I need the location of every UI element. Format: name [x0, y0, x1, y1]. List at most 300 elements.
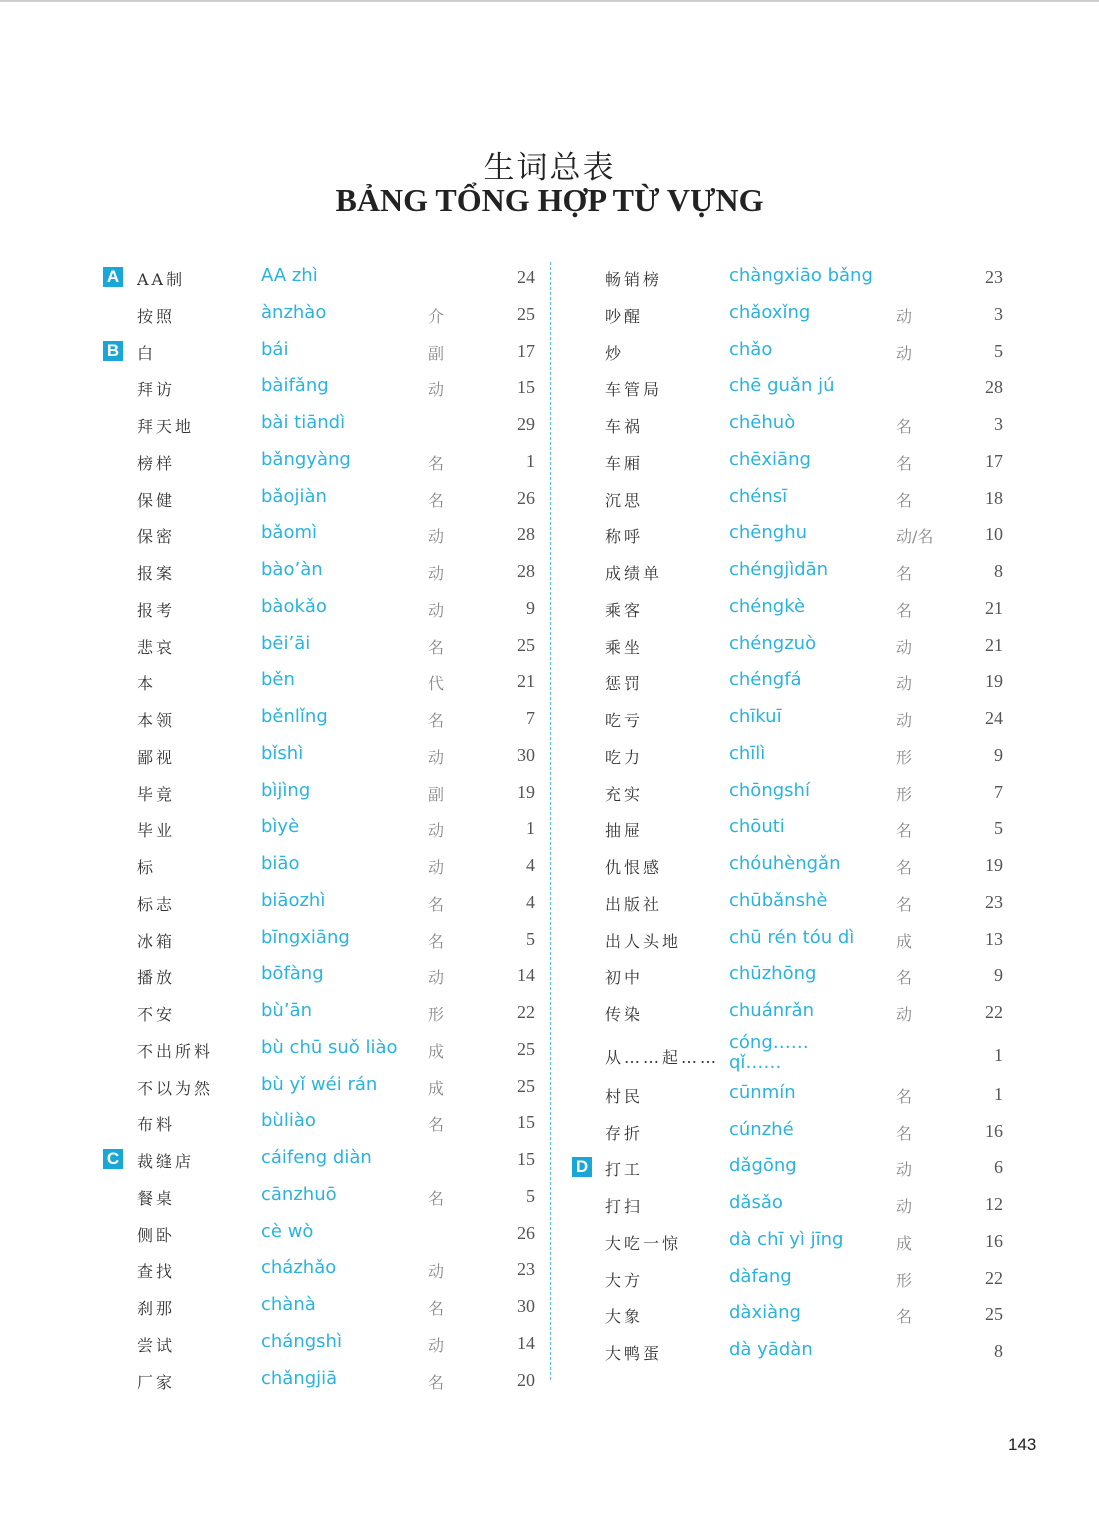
vocab-part-of-speech: 动 [428, 1262, 445, 1282]
vocab-lesson-number: 28 [517, 524, 535, 545]
vocab-pinyin: chōngshí [729, 779, 810, 801]
section-letter-badge: D [572, 1157, 592, 1177]
vocab-part-of-speech: 形 [428, 1005, 445, 1024]
vocab-lesson-number: 24 [517, 267, 535, 287]
vocab-pinyin: chū rén tóu dì [729, 926, 855, 948]
vocab-pinyin: bù’ān [261, 1000, 312, 1021]
vocab-pinyin: cūnmín [729, 1081, 796, 1103]
vocab-lesson-number: 26 [517, 1222, 535, 1243]
vocab-hanzi: 车厢 [605, 453, 644, 473]
vocab-entry [571, 1296, 1011, 1333]
vocab-part-of-speech: 动 [896, 1160, 913, 1180]
vocab-hanzi: 餐桌 [137, 1188, 176, 1208]
vocab-lesson-number: 28 [985, 377, 1003, 398]
vocab-pinyin: bōfàng [261, 963, 324, 985]
section-letter-badge: A [103, 267, 123, 287]
vocab-entry [571, 1113, 1011, 1150]
vocab-part-of-speech: 名 [428, 1115, 445, 1135]
vocab-part-of-speech: 名 [896, 1123, 913, 1143]
vocab-entry [103, 1251, 543, 1288]
vocab-lesson-number: 25 [985, 1304, 1003, 1325]
vocab-pinyin: bīngxiāng [261, 926, 350, 948]
vocab-lesson-number: 19 [985, 671, 1003, 692]
vocab-hanzi: 标志 [137, 894, 176, 914]
vocab-part-of-speech: 动 [428, 821, 445, 841]
vocab-entry [571, 1076, 1011, 1113]
vocab-pinyin: bàokǎo [261, 595, 327, 617]
vocab-entry [571, 516, 1011, 553]
vocab-hanzi: 毕业 [137, 821, 176, 841]
vocab-pinyin: dà chī yì jīng [729, 1228, 844, 1250]
vocab-part-of-speech: 名 [896, 490, 913, 510]
vocab-pinyin: bǎomì [261, 522, 318, 544]
vocab-entry [103, 516, 543, 553]
vocab-lesson-number: 4 [526, 855, 535, 875]
vocab-entry [571, 259, 1011, 296]
vocab-entry [571, 590, 1011, 627]
section-letter-badge: B [103, 341, 123, 361]
vocab-hanzi: 查找 [137, 1262, 176, 1282]
vocab-hanzi: 抽屉 [605, 821, 644, 841]
vocab-pinyin: bù chū suǒ liào [261, 1036, 398, 1058]
vocab-lesson-number: 15 [517, 1149, 535, 1169]
vocab-lesson-number: 3 [994, 303, 1003, 324]
vocab-pinyin: bùliào [261, 1110, 316, 1132]
vocab-entry [103, 590, 543, 627]
vocab-pinyin: cè wò [261, 1220, 314, 1242]
vocab-lesson-number: 14 [517, 1332, 535, 1353]
vocab-entry [571, 921, 1011, 958]
vocab-part-of-speech: 形 [896, 1270, 913, 1290]
vocab-lesson-number: 10 [985, 524, 1003, 545]
vocab-lesson-number: 19 [985, 855, 1003, 875]
vocab-lesson-number: 24 [985, 708, 1003, 728]
vocab-entry [103, 627, 543, 664]
vocab-lesson-number: 1 [526, 450, 535, 471]
vocab-entry [571, 1333, 1011, 1370]
vocab-entry [103, 333, 543, 370]
vocab-lesson-number: 7 [994, 781, 1003, 802]
vocab-part-of-speech: 成 [896, 931, 913, 951]
vocab-entry [103, 1068, 543, 1105]
vocab-part-of-speech: 动 [428, 380, 445, 400]
vocab-entry [571, 957, 1011, 994]
vocab-pinyin: bǐshì [261, 742, 304, 764]
vocab-hanzi: 不以为然 [137, 1078, 214, 1098]
vocab-pinyin: bái [261, 338, 289, 360]
vocab-entry [103, 1288, 543, 1325]
vocab-lesson-number: 22 [985, 1267, 1003, 1288]
vocab-lesson-number: 25 [517, 634, 535, 655]
vocab-lesson-number: 25 [517, 1038, 535, 1059]
vocab-pinyin: bìyè [261, 816, 300, 838]
vocab-hanzi: 从……起…… [605, 1047, 720, 1067]
vocab-pinyin: bìjìng [261, 779, 311, 801]
vocab-pinyin: dàfang [729, 1265, 792, 1287]
vocab-part-of-speech: 名 [896, 968, 913, 988]
vocab-hanzi: 本 [137, 674, 157, 694]
vocab-part-of-speech: 介 [428, 306, 445, 326]
vocab-hanzi: 初中 [605, 968, 644, 988]
vocab-pinyin: dǎsǎo [729, 1192, 783, 1213]
vocab-entry [571, 627, 1011, 664]
vocab-lesson-number: 7 [526, 708, 535, 728]
vocab-part-of-speech: 动 [896, 1197, 913, 1216]
vocab-lesson-number: 9 [526, 597, 535, 618]
vocab-part-of-speech: 名 [428, 453, 445, 473]
vocab-hanzi: 冰箱 [137, 931, 176, 951]
vocab-lesson-number: 1 [994, 1083, 1003, 1104]
vocab-lesson-number: 1 [994, 1044, 1003, 1065]
vocab-pinyin: cáifeng diàn [261, 1147, 372, 1168]
vocab-hanzi: 按照 [137, 306, 176, 326]
vocab-hanzi: 悲哀 [137, 637, 176, 657]
vocab-lesson-number: 21 [985, 634, 1003, 655]
vocab-pinyin: biāo [261, 853, 300, 874]
column-divider [550, 262, 551, 1380]
vocab-hanzi: 车管局 [605, 380, 663, 400]
vocab-entry [103, 369, 543, 406]
vocab-entry [103, 957, 543, 994]
vocab-pinyin: bù yǐ wéi rán [261, 1073, 378, 1095]
vocab-hanzi: 村民 [605, 1086, 644, 1106]
vocab-entry [571, 994, 1011, 1031]
vocab-entry [571, 810, 1011, 847]
vocab-hanzi: 播放 [137, 968, 176, 988]
vocab-lesson-number: 5 [994, 818, 1003, 839]
vocab-part-of-speech: 名 [428, 931, 445, 951]
vocab-lesson-number: 19 [517, 781, 535, 802]
vocab-entry [103, 847, 543, 884]
vocab-part-of-speech: 名 [428, 894, 445, 914]
vocab-hanzi: 存折 [605, 1123, 644, 1143]
vocab-entry [571, 737, 1011, 774]
vocab-entry [571, 553, 1011, 590]
vocab-entry [571, 443, 1011, 480]
vocab-hanzi: 报案 [137, 564, 176, 583]
vocab-pinyin: bǎngyàng [261, 448, 351, 470]
vocab-hanzi: 刹那 [137, 1299, 176, 1318]
vocab-pinyin: chéngzuò [729, 632, 817, 654]
vocab-lesson-number: 22 [517, 1002, 535, 1022]
vocab-part-of-speech: 动 [896, 343, 913, 363]
vocab-hanzi: 厂家 [137, 1372, 176, 1392]
vocab-part-of-speech: 副 [428, 343, 445, 363]
vocab-hanzi: 称呼 [605, 527, 644, 547]
vocab-part-of-speech: 动 [428, 747, 445, 767]
vocab-part-of-speech: 动 [896, 711, 913, 730]
vocab-pinyin: chéngjìdān [729, 559, 829, 580]
vocab-entry [571, 663, 1011, 700]
vocab-lesson-number: 21 [985, 597, 1003, 618]
vocab-hanzi: 鄙视 [137, 747, 176, 767]
vocab-hanzi: 本领 [137, 711, 176, 730]
vocab-entry [103, 443, 543, 480]
vocab-lesson-number: 20 [517, 1369, 535, 1390]
vocab-entry [571, 296, 1011, 333]
vocab-lesson-number: 3 [994, 414, 1003, 434]
vocab-part-of-speech: 名 [428, 490, 445, 510]
vocab-part-of-speech: 形 [896, 784, 913, 804]
vocab-pinyin: bēi’āi [261, 632, 311, 654]
vocab-entry [103, 553, 543, 590]
vocab-pinyin: chéngfá [729, 669, 802, 691]
vocab-entry [103, 884, 543, 921]
vocab-part-of-speech: 代 [428, 674, 445, 694]
vocab-entry [571, 774, 1011, 811]
vocab-entry [571, 406, 1011, 443]
vocab-lesson-number: 21 [517, 671, 535, 692]
vocab-pinyin: biāozhì [261, 889, 326, 911]
vocab-hanzi: 打扫 [605, 1197, 644, 1216]
vocab-lesson-number: 13 [985, 928, 1003, 949]
vocab-hanzi: 成绩单 [605, 564, 663, 583]
vocab-pinyin: ànzhào [261, 301, 327, 323]
section-letter-badge: C [103, 1149, 123, 1169]
vocab-hanzi: 侧卧 [137, 1225, 176, 1245]
vocab-lesson-number: 6 [994, 1157, 1003, 1178]
vocab-pinyin: běnlǐng [261, 706, 328, 727]
vocab-lesson-number: 29 [517, 414, 535, 434]
vocab-hanzi: AA制 [137, 270, 186, 289]
vocab-hanzi: 出人头地 [605, 931, 682, 951]
vocab-pinyin: chuánrǎn [729, 1000, 814, 1021]
vocab-pinyin: AA zhì [261, 265, 318, 286]
vocab-hanzi: 仇恨感 [605, 858, 663, 877]
vocab-hanzi: 吃亏 [605, 711, 644, 730]
vocab-pinyin: bào’àn [261, 559, 323, 580]
vocab-part-of-speech: 动 [428, 564, 445, 583]
vocab-entry [103, 1325, 543, 1362]
vocab-part-of-speech: 名 [896, 453, 913, 473]
vocab-lesson-number: 5 [526, 928, 535, 949]
vocab-hanzi: 不安 [137, 1005, 176, 1024]
vocab-hanzi: 吵醒 [605, 306, 644, 326]
page-title-chinese: 生词总表 [483, 150, 616, 186]
vocab-lesson-number: 15 [517, 377, 535, 398]
vocab-pinyin: chūzhōng [729, 963, 817, 985]
vocab-entry [103, 1031, 543, 1068]
vocab-hanzi: 出版社 [605, 894, 663, 914]
vocab-hanzi: 裁缝店 [137, 1152, 195, 1171]
vocab-pinyin: chīlì [729, 742, 766, 764]
vocab-lesson-number: 25 [517, 303, 535, 324]
vocab-entry [103, 700, 543, 737]
vocab-lesson-number: 23 [517, 1259, 535, 1280]
vocab-lesson-number: 17 [517, 340, 535, 361]
vocab-entry [103, 296, 543, 333]
vocab-pinyin: bài tiāndì [261, 412, 346, 433]
vocab-pinyin: chóuhèngǎn [729, 853, 841, 874]
vocab-lesson-number: 8 [994, 1341, 1003, 1361]
vocab-hanzi: 标 [137, 858, 157, 877]
vocab-entry [571, 700, 1011, 737]
vocab-lesson-number: 4 [526, 891, 535, 912]
vocab-entry [571, 369, 1011, 406]
vocab-lesson-number: 26 [517, 487, 535, 508]
vocab-part-of-speech: 名 [428, 1372, 445, 1392]
vocab-entry [571, 1223, 1011, 1260]
vocab-lesson-number: 17 [985, 450, 1003, 471]
vocab-pinyin: dà yādàn [729, 1339, 813, 1360]
vocab-part-of-speech: 名 [896, 600, 913, 620]
vocab-hanzi: 大吃一惊 [605, 1233, 682, 1253]
vocab-entry [103, 663, 543, 700]
vocab-part-of-speech: 动 [896, 306, 913, 326]
vocab-pinyin: chē guǎn jú [729, 375, 835, 397]
vocab-part-of-speech: 名 [896, 1086, 913, 1106]
vocab-entry [571, 1149, 1011, 1186]
vocab-entry [103, 994, 543, 1031]
vocab-column-left [103, 259, 543, 1398]
vocab-pinyin: cānzhuō [261, 1183, 337, 1205]
vocab-entry [103, 774, 543, 811]
vocab-entry [103, 921, 543, 958]
vocab-part-of-speech: 动 [428, 600, 445, 620]
vocab-hanzi: 白 [137, 343, 157, 363]
vocab-pinyin: dàxiàng [729, 1302, 801, 1324]
vocab-part-of-speech: 名 [896, 858, 913, 877]
vocab-part-of-speech: 动 [428, 858, 445, 877]
vocab-part-of-speech: 成 [428, 1041, 445, 1061]
vocab-pinyin: cúnzhé [729, 1118, 794, 1140]
vocab-pinyin: chànà [261, 1294, 316, 1315]
vocab-part-of-speech: 动 [896, 637, 913, 657]
vocab-pinyin: chǎngjiā [261, 1367, 338, 1389]
vocab-hanzi: 传染 [605, 1005, 644, 1024]
vocab-part-of-speech: 动/名 [896, 527, 934, 547]
vocab-pinyin: bǎojiàn [261, 485, 327, 507]
vocab-part-of-speech: 成 [428, 1078, 445, 1098]
page-number: 143 [1008, 1435, 1037, 1454]
vocab-entry [103, 1215, 543, 1252]
vocab-part-of-speech: 动 [896, 674, 913, 694]
vocab-lesson-number: 15 [517, 1112, 535, 1133]
vocab-pinyin: dǎgōng [729, 1155, 797, 1177]
vocab-pinyin: chōuti [729, 816, 785, 838]
vocab-pinyin: běn [261, 669, 295, 691]
vocab-lesson-number: 22 [985, 1002, 1003, 1022]
vocab-hanzi: 拜天地 [137, 417, 195, 436]
vocab-hanzi: 保密 [137, 527, 176, 547]
vocab-part-of-speech: 副 [428, 784, 445, 804]
vocab-hanzi: 布料 [137, 1115, 176, 1135]
vocab-part-of-speech: 动 [428, 527, 445, 547]
vocab-entry [103, 1104, 543, 1141]
vocab-part-of-speech: 名 [428, 1188, 445, 1208]
page-title-vietnamese: BẢNG TỔNG HỢP TỪ VỰNG [335, 182, 764, 218]
vocab-lesson-number: 8 [994, 561, 1003, 581]
vocab-column-right [571, 259, 1011, 1370]
vocab-hanzi: 大鸭蛋 [605, 1344, 663, 1363]
vocab-hanzi: 报考 [137, 600, 176, 620]
vocab-hanzi: 榜样 [137, 453, 176, 473]
vocab-part-of-speech: 形 [896, 747, 913, 767]
vocab-lesson-number: 23 [985, 891, 1003, 912]
vocab-hanzi: 乘坐 [605, 637, 644, 657]
vocab-pinyin: chǎoxǐng [729, 301, 811, 323]
vocab-part-of-speech: 成 [896, 1233, 913, 1253]
vocab-lesson-number: 25 [517, 1075, 535, 1096]
vocab-hanzi: 沉思 [605, 490, 644, 510]
vocab-pinyin: chénsī [729, 485, 788, 507]
vocab-hanzi: 乘客 [605, 600, 644, 620]
vocab-lesson-number: 18 [985, 487, 1003, 508]
vocab-hanzi: 毕竟 [137, 784, 176, 804]
vocab-hanzi: 尝试 [137, 1335, 176, 1355]
vocab-part-of-speech: 名 [896, 894, 913, 914]
vocab-lesson-number: 30 [517, 1296, 535, 1316]
vocab-part-of-speech: 名 [896, 1307, 913, 1327]
vocab-lesson-number: 28 [517, 561, 535, 581]
vocab-entry [103, 737, 543, 774]
vocab-entry [103, 480, 543, 517]
vocab-lesson-number: 23 [985, 267, 1003, 287]
vocab-lesson-number: 14 [517, 965, 535, 986]
vocab-entry [103, 259, 543, 296]
vocab-entry [571, 333, 1011, 370]
vocab-entry [103, 406, 543, 443]
vocab-lesson-number: 5 [526, 1185, 535, 1206]
vocab-pinyin: bàifǎng [261, 375, 329, 397]
vocab-lesson-number: 16 [985, 1120, 1003, 1141]
vocab-pinyin: chángshì [261, 1330, 342, 1352]
vocab-lesson-number: 9 [994, 744, 1003, 765]
vocab-hanzi: 打工 [605, 1160, 644, 1180]
vocab-pinyin: chàngxiāo bǎng [729, 265, 873, 286]
vocab-hanzi: 大象 [605, 1307, 644, 1327]
vocab-entry [103, 1362, 543, 1399]
vocab-pinyin: cóng…… qǐ…… [729, 1031, 809, 1073]
vocab-entry [571, 884, 1011, 921]
vocab-part-of-speech: 动 [428, 1335, 445, 1355]
vocab-entry [571, 1260, 1011, 1297]
vocab-lesson-number: 5 [994, 340, 1003, 361]
vocab-part-of-speech: 名 [896, 821, 913, 841]
vocab-pinyin: chīkuī [729, 706, 782, 727]
vocab-lesson-number: 30 [517, 744, 535, 765]
vocab-part-of-speech: 动 [428, 968, 445, 988]
vocab-entry [571, 1186, 1011, 1223]
vocab-hanzi: 不出所料 [137, 1041, 214, 1061]
vocab-pinyin: chéngkè [729, 595, 806, 617]
vocab-lesson-number: 16 [985, 1230, 1003, 1251]
vocab-part-of-speech: 名 [428, 711, 445, 730]
vocab-entry [103, 810, 543, 847]
vocab-hanzi: 保健 [137, 490, 176, 510]
vocab-part-of-speech: 动 [896, 1005, 913, 1024]
vocab-hanzi: 吃力 [605, 747, 644, 767]
vocab-part-of-speech: 名 [896, 417, 913, 436]
vocab-lesson-number: 9 [994, 965, 1003, 986]
vocab-hanzi: 充实 [605, 784, 644, 804]
vocab-hanzi: 炒 [605, 343, 625, 363]
vocab-hanzi: 惩罚 [605, 674, 644, 694]
vocab-pinyin: chǎo [729, 338, 773, 360]
vocab-hanzi: 车祸 [605, 417, 644, 436]
vocab-part-of-speech: 名 [896, 564, 913, 583]
vocab-hanzi: 拜访 [137, 380, 176, 400]
vocab-hanzi: 大方 [605, 1270, 644, 1290]
vocab-entry [571, 847, 1011, 884]
vocab-entry [103, 1141, 543, 1178]
vocab-pinyin: chēxiāng [729, 448, 811, 470]
top-rule [0, 0, 1099, 2]
vocab-pinyin: cházhǎo [261, 1257, 337, 1279]
vocab-pinyin: chēhuò [729, 412, 796, 433]
vocab-entry [103, 1178, 543, 1215]
vocab-entry [571, 480, 1011, 517]
